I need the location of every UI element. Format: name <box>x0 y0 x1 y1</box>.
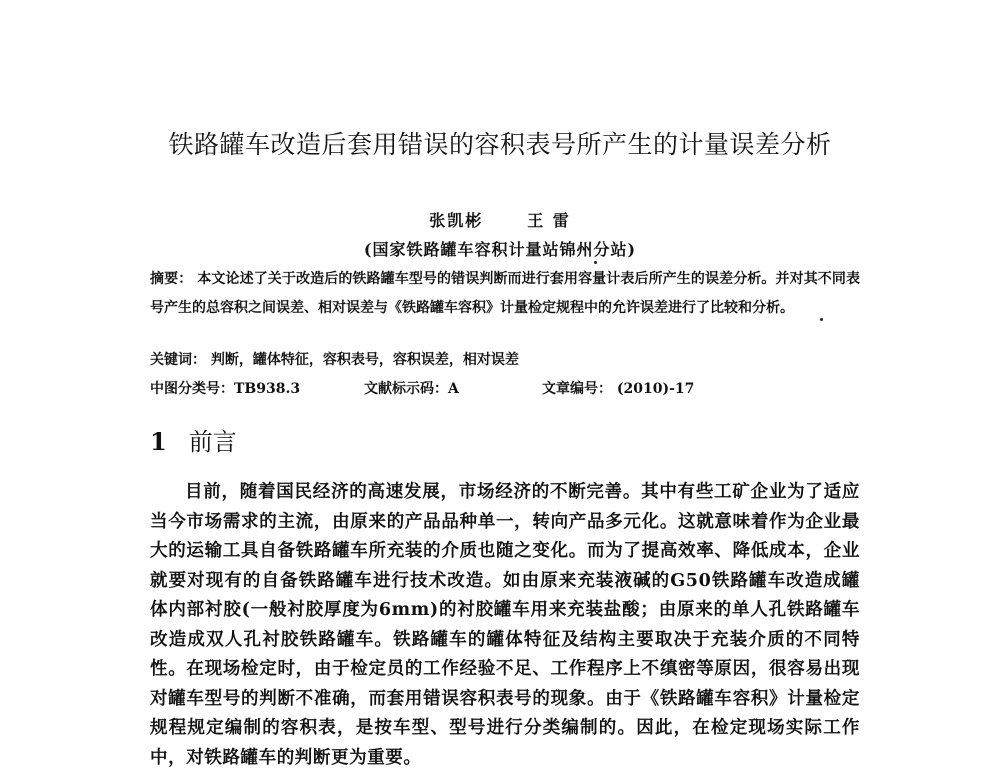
body-paragraph: 目前，随着国民经济的高速发展，市场经济的不断完善。其中有些工矿企业为了适应当今市场需求的主流，由原来的产品品种单一，转向产品多元化。这就意味着作为企业最大的运输工具自备铁路罐车所充装的介质也随之变化。而为了提高效率、降低成本，企业就要对现有的自备铁路罐车进行技术改造。如由原来充装液碱的G50铁路罐车改造成罐体内部衬胶(一般衬胶厚度为6mm)的衬胶罐车用来充装盐酸；由原来的单人孔铁路罐车改造成双人孔衬胶铁路罐车。铁路罐车的罐体特征及结构主要取决于充装介质的不同特性。在现场检定时，由于检定员的工作经验不足、工作程序上不缜密等原因，很容易出现对罐车型号的判断不准确，而套用错误容积表号的现象。由于《铁路罐车容积》计量检定规程规定编制的容积表，是按车型、型号进行分类编制的。因此，在检定现场实际工作中，对铁路罐车的判断更为重要。 <box>150 482 860 768</box>
section-number: 1 <box>150 427 167 456</box>
author-name: 王 雷 <box>527 211 571 230</box>
document-code <box>364 378 459 398</box>
author-list <box>0 208 1000 231</box>
doc-code-value: A <box>448 381 459 397</box>
scan-speck <box>594 261 597 264</box>
section-title: 前言 <box>188 428 237 456</box>
article-number-label: 文章编号： <box>542 381 612 397</box>
doc-code-label: 文献标示码： <box>364 381 448 397</box>
abstract-text: 本文论述了关于改造后的铁路罐车型号的错误判断而进行套用容量计表后所产生的误差分析。并对其不同表号产生的总容积之间误差、相对误差与《铁路罐车容积》计量检定规程中的允许误差进行了比较和分析。 <box>150 271 861 316</box>
article-number-value: (2010)-17 <box>616 381 695 397</box>
clc-label: 中图分类号： <box>150 381 234 397</box>
keywords <box>150 349 860 369</box>
classification-line <box>150 378 860 398</box>
author-name: 张凯彬 <box>429 211 484 230</box>
affiliation: (国家铁路罐车容积计量站锦州分站) <box>363 240 637 259</box>
clc-value: TB938.3 <box>234 381 301 397</box>
scan-speck <box>820 318 823 321</box>
abstract <box>150 265 860 323</box>
keywords-text: 判断，罐体特征，容积表号，容积误差，相对误差 <box>210 352 519 368</box>
paper-title: 铁路罐车改造后套用错误的容积表号所产生的计量误差分析 <box>168 130 832 159</box>
abstract-label: 摘要： <box>150 271 193 287</box>
section-heading <box>150 422 237 457</box>
article-number <box>542 378 694 398</box>
keywords-label: 关键词： <box>150 352 206 368</box>
